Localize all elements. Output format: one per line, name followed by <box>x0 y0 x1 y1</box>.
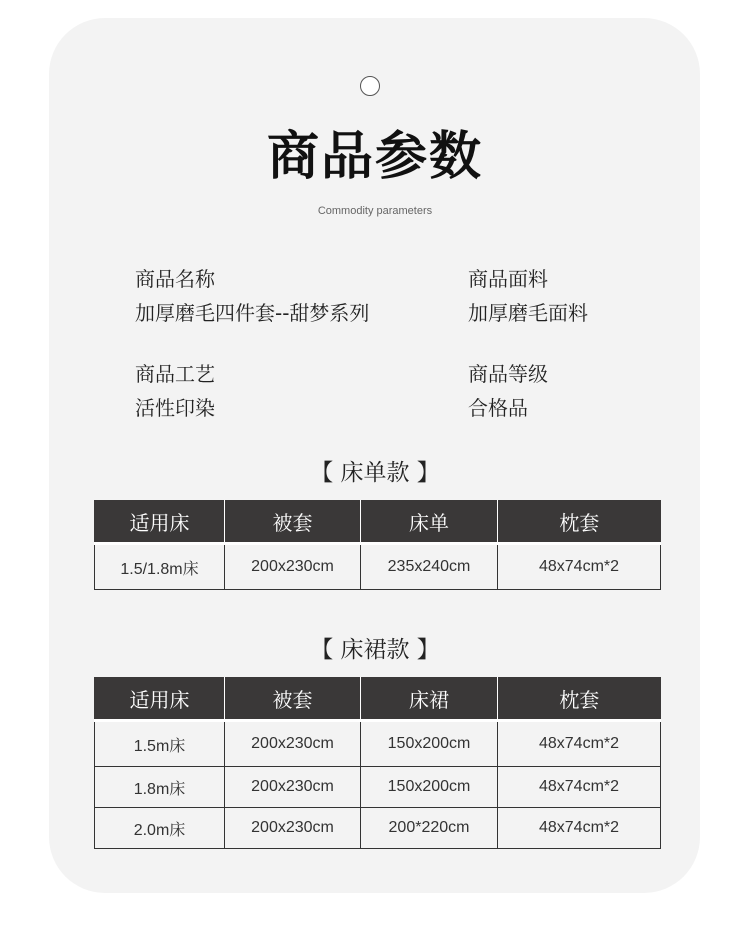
param-value: 活性印染 <box>135 396 215 420</box>
section-title-skirt: 【 床裙款 】 <box>310 637 440 663</box>
table-cell: 48x74cm*2 <box>498 808 661 849</box>
table-cell: 200x230cm <box>225 544 361 590</box>
table-cell: 150x200cm <box>361 721 498 767</box>
table-header-row <box>95 677 661 721</box>
param-grade <box>468 357 548 425</box>
column-header: 床裙 <box>361 677 498 721</box>
table-cell: 200x230cm <box>225 808 361 849</box>
spec-table-skirt <box>94 677 661 849</box>
table-header-row <box>95 500 661 544</box>
param-value: 加厚磨毛面料 <box>468 301 588 325</box>
table-cell: 200x230cm <box>225 767 361 808</box>
column-header: 被套 <box>225 500 361 544</box>
table-cell: 235x240cm <box>361 544 498 590</box>
column-header: 枕套 <box>498 677 661 721</box>
section-title-sheet: 【 床单款 】 <box>310 460 440 486</box>
column-header: 床单 <box>361 500 498 544</box>
table-cell: 1.5/1.8m床 <box>95 544 225 590</box>
spec-table-sheet <box>94 500 661 590</box>
hang-tag-hole <box>360 76 380 96</box>
table-cell: 48x74cm*2 <box>498 721 661 767</box>
table-cell: 150x200cm <box>361 767 498 808</box>
param-label: 商品工艺 <box>135 362 215 386</box>
table-cell: 200x230cm <box>225 721 361 767</box>
table-cell: 1.8m床 <box>95 767 225 808</box>
param-fabric <box>468 262 588 330</box>
param-value: 加厚磨毛四件套--甜梦系列 <box>135 301 370 325</box>
page-subtitle: Commodity parameters <box>317 205 433 217</box>
page-title: 商品参数 <box>266 127 483 187</box>
param-product-name <box>135 262 369 330</box>
column-header: 被套 <box>225 677 361 721</box>
param-process <box>135 357 215 425</box>
table-row <box>95 721 661 767</box>
param-label: 商品面料 <box>468 267 548 291</box>
table-row <box>95 808 661 849</box>
param-label: 商品名称 <box>135 267 215 291</box>
table-cell: 48x74cm*2 <box>498 767 661 808</box>
column-header: 适用床 <box>95 677 225 721</box>
table-cell: 200*220cm <box>361 808 498 849</box>
table-row <box>95 767 661 808</box>
param-label: 商品等级 <box>468 362 548 386</box>
column-header: 适用床 <box>95 500 225 544</box>
table-cell: 48x74cm*2 <box>498 544 661 590</box>
column-header: 枕套 <box>498 500 661 544</box>
param-value: 合格品 <box>468 396 528 420</box>
table-cell: 2.0m床 <box>95 808 225 849</box>
table-row <box>95 544 661 590</box>
table-cell: 1.5m床 <box>95 721 225 767</box>
